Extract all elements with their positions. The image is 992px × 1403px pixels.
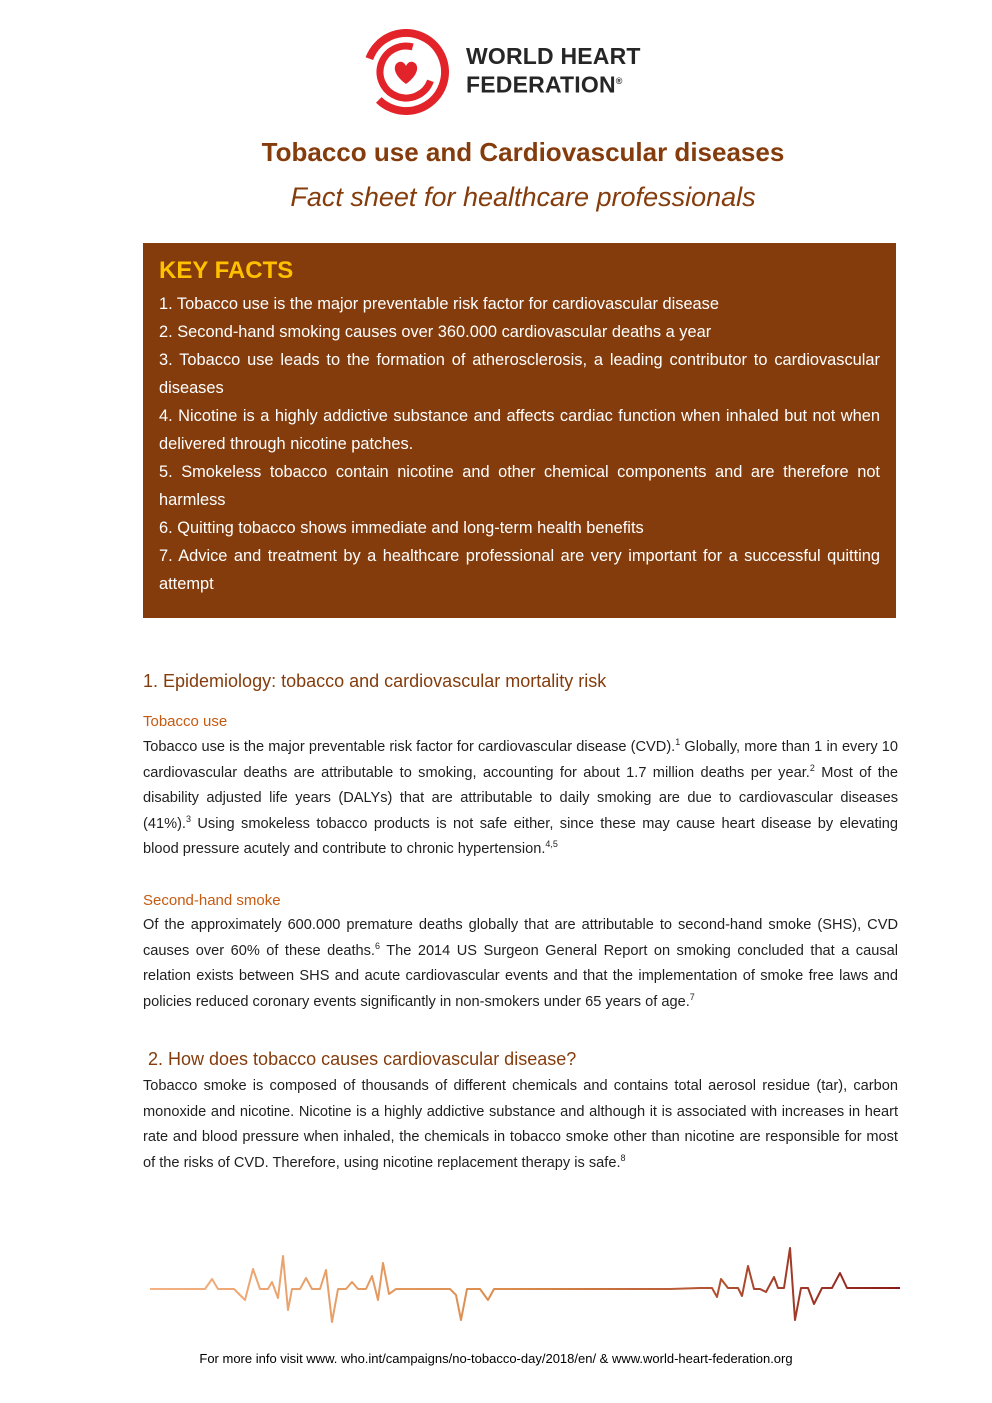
section2-heading: 2. How does tobacco causes cardiovascular disease?	[143, 1049, 577, 1069]
ecg-line-icon	[150, 1242, 900, 1334]
heart-rings-icon	[362, 28, 450, 116]
logo-line1: WORLD HEART	[466, 43, 641, 69]
logo-wordmark	[466, 44, 641, 98]
second-hand-smoke-heading: Second-hand smoke	[143, 892, 281, 909]
section1-heading: 1. Epidemiology: tobacco and cardiovascular mortality risk	[143, 671, 607, 691]
key-fact-item: 6. Quitting tobacco shows immediate and long-term health benefits	[159, 519, 644, 537]
key-fact-item: 3. Tobacco use leads to the formation of atherosclerosis, a leading contributor to cardiovascular diseases	[159, 351, 880, 397]
footer-info: For more info visit www. who.int/campaigns/no-tobacco-day/2018/en/ & www.world-heart-federation.org	[199, 1351, 793, 1366]
key-fact-item: 1. Tobacco use is the major preventable risk factor for cardiovascular disease	[159, 295, 719, 313]
registered-mark: ®	[615, 76, 623, 86]
key-fact-item: 4. Nicotine is a highly addictive substance and affects cardiac function when inhaled but not when delivered through nicotine patches.	[159, 407, 880, 453]
key-facts-heading: KEY FACTS	[159, 257, 294, 284]
page-subtitle: Fact sheet for healthcare professionals	[290, 182, 756, 212]
section2-paragraph: Tobacco smoke is composed of thousands of different chemicals and contains total aerosol residue (tar), carbon monoxide and nicotine. Nicotine is a highly addictive substance and although it is associated with increases in heart rate and blood pressure when inhaled, the chemicals in tobacco smoke other than nicotine are responsible for most of the risks of CVD. Therefore, using nicotine replacement therapy is safe.$^8$	[143, 1078, 898, 1171]
key-facts-box	[143, 243, 896, 618]
page-title: Tobacco use and Cardiovascular diseases	[261, 137, 785, 167]
key-facts-list	[159, 290, 880, 598]
tobacco-use-heading: Tobacco use	[143, 713, 228, 730]
key-fact-item: 2. Second-hand smoking causes over 360.000 cardiovascular deaths a year	[159, 323, 712, 341]
logo	[362, 28, 692, 116]
key-fact-item: 5. Smokeless tobacco contain nicotine and other chemical components and are therefore not harmless	[159, 463, 880, 509]
key-fact-item: 7. Advice and treatment by a healthcare professional are very important for a successful quitting attempt	[159, 547, 880, 593]
tobacco-use-paragraph: Tobacco use is the major preventable risk factor for cardiovascular disease (CVD).$^1$ Globally, more than 1 in every 10 cardiovascular deaths are attributable to smoking, accounting for about 1.7 million deaths per year.$^2$ Most of the disability adjusted life years (DALYs) that are attributable to daily smoking are due to cardiovascular diseases (41%).$^3$ Using smokeless tobacco products is not safe either, since these may cause heart disease by elevating blood pressure acutely and contribute to chronic hypertension.$^{4,5}$	[143, 737, 899, 858]
second-hand-smoke-paragraph: Of the approximately 600.000 premature deaths globally that are attributable to second-hand smoke (SHS), CVD causes over 60% of these deaths.$^6$ The 2014 US Surgeon General Report on smoking concluded that a causal relation exists between SHS and acute cardiovascular events and that the implementation of smoke free laws and policies reduced coronary events significantly in non-smokers under 65 years of age.$^7$	[143, 917, 898, 1010]
logo-line2: FEDERATION	[466, 71, 616, 98]
